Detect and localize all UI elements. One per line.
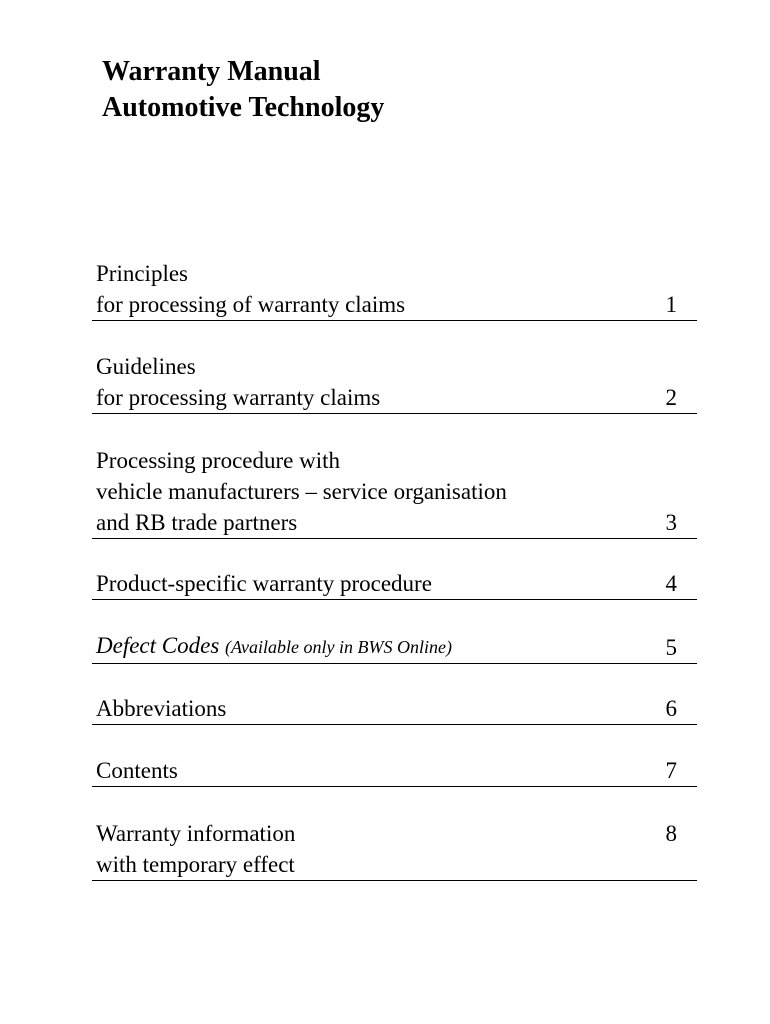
toc-section-number: 8 <box>665 821 677 846</box>
toc-section-number: 1 <box>665 292 677 317</box>
toc-section-number: 7 <box>665 758 677 783</box>
toc-section-number: 4 <box>665 571 677 596</box>
toc-entry-text: Contents <box>96 758 178 783</box>
toc-entry-text: for processing of warranty claims <box>96 292 406 317</box>
toc-entry-text: Processing procedure with <box>96 448 340 473</box>
toc-entry-text: Product-specific warranty procedure <box>96 571 432 596</box>
toc-entry-text: vehicle manufacturers – service organisation <box>96 479 507 504</box>
toc-entry-text: Warranty information <box>96 821 296 846</box>
toc-entry-processing-procedure <box>92 445 697 539</box>
toc-entry-text: and RB trade partners <box>96 510 298 535</box>
toc-entry-text: Guidelines <box>96 354 196 379</box>
toc-entry-defect-codes <box>92 630 697 664</box>
toc-entry-text: with temporary effect <box>96 852 295 877</box>
toc-entry-warranty-information <box>92 818 697 881</box>
toc-entry-text <box>96 630 627 663</box>
toc-section-number: 3 <box>665 510 677 535</box>
toc-section-number: 5 <box>665 635 677 660</box>
defect-codes-label: Defect Codes <box>96 633 220 658</box>
toc-entry-text: Principles <box>96 261 188 286</box>
toc-entry-text: for processing warranty claims <box>96 385 381 410</box>
document-title <box>102 54 384 126</box>
toc-entry-product-specific <box>92 568 697 600</box>
title-line-1: Warranty Manual <box>102 56 321 87</box>
toc-section-number: 6 <box>665 696 677 721</box>
toc-entry-text: Abbreviations <box>96 696 227 721</box>
toc-entry-guidelines <box>92 351 697 414</box>
toc-entry-abbreviations <box>92 693 697 725</box>
toc-entry-contents <box>92 755 697 787</box>
toc-entry-principles <box>92 258 697 321</box>
title-line-2: Automotive Technology <box>102 92 385 123</box>
defect-codes-note: (Available only in BWS Online) <box>225 637 452 657</box>
toc-section-number: 2 <box>665 385 677 410</box>
